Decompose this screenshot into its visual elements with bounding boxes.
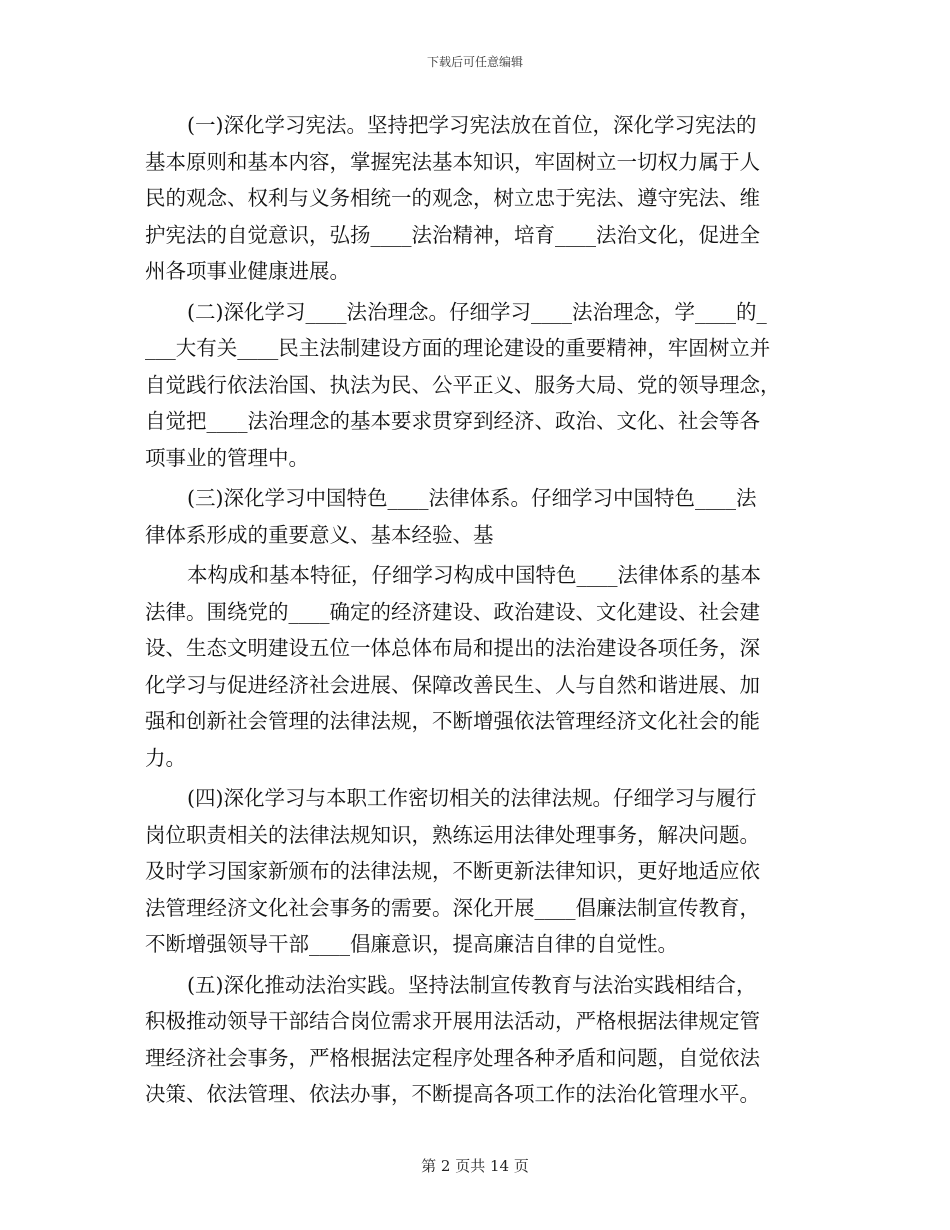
text-line: (二)深化学习____法治理念。仔细学习____法治理念，学____的_ bbox=[187, 299, 767, 324]
text-line: 岗位职责相关的法律法规知识，熟练运用法律处理事务，解决问题。 bbox=[145, 822, 760, 847]
text-line: 基本原则和基本内容，掌握宪法基本知识，牢固树立一切权力属于人 bbox=[145, 149, 760, 174]
text-line: (一)深化学习宪法。坚持把学习宪法放在首位，深化学习宪法的 bbox=[187, 113, 757, 137]
text-line: 及时学习国家新颁布的法律法规，不断更新法律知识，更好地适应依 bbox=[145, 859, 760, 883]
paragraph-1 bbox=[145, 107, 825, 290]
text-line: 理经济社会事务，严格根据法定程序处理各种矛盾和问题，自觉依法 bbox=[145, 1045, 760, 1070]
text-line: 律体系形成的重要意义、基本经验、基 bbox=[145, 522, 494, 547]
text-line: 民的观念、权利与义务相统一的观念，树立忠于宪法、遵守宪法、维 bbox=[145, 186, 760, 210]
text-line: 自觉践行依法治国、执法为民、公平正义、服务大局、党的领导理念， bbox=[145, 372, 781, 397]
paragraph-5 bbox=[145, 780, 825, 963]
paragraph-2 bbox=[145, 294, 825, 477]
text-line: 设、生态文明建设五位一体总体布局和提出的法治建设各项任务，深 bbox=[145, 636, 760, 660]
text-line: 强和创新社会管理的法律法规，不断增强依法管理经济文化社会的能 bbox=[145, 709, 760, 733]
text-line: 法管理经济文化社会事务的需要。深化开展____倡廉法制宣传教育， bbox=[145, 895, 760, 920]
page-header: 下载后可任意编辑 bbox=[426, 55, 523, 69]
paragraph-3 bbox=[145, 480, 825, 553]
text-line: 决策、依法管理、依法办事，不断提高各项工作的法治化管理水平。 bbox=[145, 1082, 760, 1106]
text-line: 自觉把____法治理念的基本要求贯穿到经济、政治、文化、社会等各 bbox=[145, 409, 760, 433]
text-line: (四)深化学习与本职工作密切相关的法律法规。仔细学习与履行 bbox=[187, 786, 757, 810]
paragraph-4 bbox=[145, 557, 825, 776]
text-line: 本构成和基本特征，仔细学习构成中国特色____法律体系的基本 bbox=[187, 563, 761, 587]
text-line: 护宪法的自觉意识，弘扬____法治精神，培育____法治文化，促进全 bbox=[145, 222, 760, 247]
text-line: 不断增强领导干部____倡廉意识，提高廉洁自律的自觉性。 bbox=[145, 932, 678, 956]
text-line: 化学习与促进经济社会进展、保障改善民生、人与自然和谐进展、加 bbox=[145, 672, 760, 697]
text-line: 项事业的管理中。 bbox=[145, 445, 309, 470]
text-line: 法律。围绕党的____确定的经济建设、政治建设、文化建设、社会建 bbox=[145, 599, 760, 624]
text-line: ___大有关____民主法制建设方面的理论建设的重要精神，牢固树立并 bbox=[145, 336, 771, 360]
text-line: 积极推动领导干部结合岗位需求开展用法活动，严格根据法律规定管 bbox=[145, 1009, 760, 1033]
text-line: (三)深化学习中国特色____法律体系。仔细学习中国特色____法 bbox=[187, 486, 757, 510]
text-line: (五)深化推动法治实践。坚持法制宣传教育与法治实践相结合， bbox=[187, 972, 757, 997]
paragraph-6 bbox=[145, 967, 825, 1113]
page-footer: 第 2 页共 14 页 bbox=[421, 1157, 529, 1175]
text-line: 州各项事业健康进展。 bbox=[145, 259, 350, 283]
text-line: 力。 bbox=[145, 745, 186, 770]
document-body bbox=[145, 107, 825, 1113]
